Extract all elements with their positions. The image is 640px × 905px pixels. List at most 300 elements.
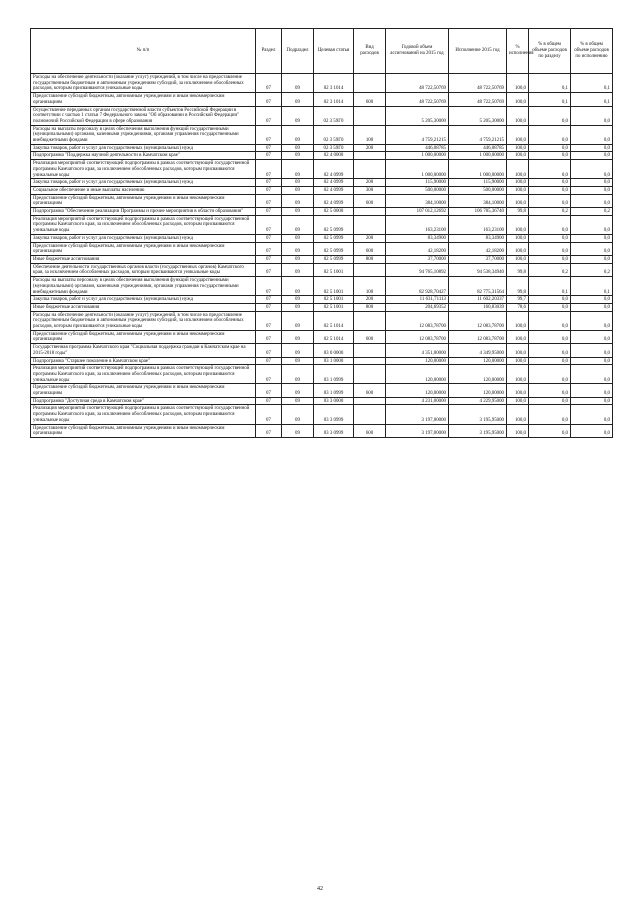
row-podrazdel: 09	[282, 397, 314, 405]
row-share-section: 0,0	[529, 397, 571, 405]
row-target-article: 02 5 1001	[314, 296, 354, 304]
row-execution: 4 349,95000	[449, 344, 507, 357]
row-execution: 446,08785	[449, 144, 507, 152]
row-annual-volume: 4 231,00000	[386, 397, 449, 405]
row-name: Предоставление субсидий бюджетным, автономным учреждениям и иным некоммерческим организациям	[31, 194, 256, 207]
row-expense-type	[354, 263, 386, 276]
row-execution: 11 602,20337	[449, 296, 507, 304]
row-razdel: 07	[256, 152, 282, 160]
row-name: Предоставление субсидий бюджетным, автономным учреждениям и иным некоммерческим организациям	[31, 384, 256, 397]
header-annual-volume: Годовой объем ассигнований на 2015 год	[386, 29, 449, 74]
row-razdel: 07	[256, 160, 282, 179]
row-razdel: 07	[256, 365, 282, 384]
row-execution: 12 083,78700	[449, 311, 507, 330]
row-target-article: 02 3 1014	[314, 93, 354, 106]
table-row	[31, 160, 613, 179]
row-target-article: 03 0 0000	[314, 344, 354, 357]
row-razdel: 07	[256, 384, 282, 397]
row-name: Реализация мероприятий соответствующей подпрограммы в рамках соответствующей государственной программы Камчатского края, за исключением обособленных расходов, которым присваиваются уникальные коды	[31, 365, 256, 384]
row-share-execution: 0,0	[571, 384, 613, 397]
table-row	[31, 208, 613, 216]
row-share-execution: 0,0	[571, 144, 613, 152]
row-percent: 100,0	[507, 234, 529, 242]
row-razdel: 07	[256, 125, 282, 144]
row-share-execution: 0,0	[571, 344, 613, 357]
table-row	[31, 194, 613, 207]
row-name: Расходы на обеспечение деятельности (оказание услуг) учреждений, в том числе на предоставление государственным бюджетным и автономным учреждениям субсидий, за исключением обособленных расходов, которым присваиваются уникальные коды	[31, 311, 256, 330]
row-name: Осуществление переданных органам государственной власти субъектов Российской Федерации в соответствии с частью 1 статьи 7 Федерального закона "Об образовании в Российской Федерации" полномочий Российской Федерации в сфере образования	[31, 106, 256, 125]
row-target-article: 02 3 1014	[314, 74, 354, 93]
row-share-execution: 0,0	[571, 296, 613, 304]
row-expense-type	[354, 152, 386, 160]
row-execution: 82 775,31564	[449, 277, 507, 296]
row-podrazdel: 09	[282, 405, 314, 424]
row-razdel: 07	[256, 215, 282, 234]
row-share-section: 0,0	[529, 179, 571, 187]
row-annual-volume: 446,08785	[386, 144, 449, 152]
table-row	[31, 424, 613, 437]
row-name: Подпрограмма "Поддержка научной деятельности в Камчатском крае"	[31, 152, 256, 160]
header-target-article: Целевая статья	[314, 29, 354, 74]
row-percent: 100,0	[507, 384, 529, 397]
row-annual-volume: 4 351,00000	[386, 344, 449, 357]
row-razdel: 07	[256, 405, 282, 424]
row-podrazdel: 09	[282, 194, 314, 207]
row-execution: 120,00000	[449, 357, 507, 365]
row-share-section: 0,0	[529, 344, 571, 357]
row-annual-volume: 4 759,21215	[386, 125, 449, 144]
row-execution: 384,10000	[449, 194, 507, 207]
row-podrazdel: 09	[282, 234, 314, 242]
row-podrazdel: 09	[282, 93, 314, 106]
row-share-section: 0,0	[529, 234, 571, 242]
row-podrazdel: 09	[282, 125, 314, 144]
table-row	[31, 255, 613, 263]
row-share-execution: 0,0	[571, 106, 613, 125]
row-razdel: 07	[256, 397, 282, 405]
row-share-execution: 0,0	[571, 330, 613, 343]
row-name: Иные бюджетные ассигнования	[31, 255, 256, 263]
table-row	[31, 234, 613, 242]
row-podrazdel: 09	[282, 208, 314, 216]
row-annual-volume: 1 000,00000	[386, 152, 449, 160]
row-share-section: 0,0	[529, 215, 571, 234]
row-share-execution: 0,0	[571, 357, 613, 365]
row-expense-type: 600	[354, 242, 386, 255]
row-execution: 160,83039	[449, 303, 507, 311]
row-share-section: 0,2	[529, 263, 571, 276]
table-row	[31, 179, 613, 187]
row-name: Закупка товаров, работ и услуг для государственных (муниципальных) нужд	[31, 144, 256, 152]
row-expense-type: 600	[354, 93, 386, 106]
row-razdel: 07	[256, 194, 282, 207]
row-razdel: 07	[256, 179, 282, 187]
table-row	[31, 303, 613, 311]
row-razdel: 07	[256, 303, 282, 311]
row-share-section: 0,0	[529, 106, 571, 125]
row-percent: 100,0	[507, 74, 529, 93]
row-target-article: 02 4 0000	[314, 152, 354, 160]
row-share-section: 0,0	[529, 242, 571, 255]
row-percent: 100,0	[507, 194, 529, 207]
row-podrazdel: 09	[282, 424, 314, 437]
row-target-article: 03 1 0000	[314, 357, 354, 365]
row-razdel: 07	[256, 144, 282, 152]
row-razdel: 07	[256, 106, 282, 125]
row-expense-type: 100	[354, 277, 386, 296]
row-share-execution: 0,0	[571, 179, 613, 187]
table-row	[31, 405, 613, 424]
row-share-execution: 0,2	[571, 208, 613, 216]
row-target-article: 02 5 1001	[314, 263, 354, 276]
row-podrazdel: 09	[282, 74, 314, 93]
table-row	[31, 93, 613, 106]
row-percent: 100,0	[507, 144, 529, 152]
row-expense-type: 600	[354, 384, 386, 397]
row-share-section: 0,0	[529, 357, 571, 365]
row-annual-volume: 204,69352	[386, 303, 449, 311]
row-annual-volume: 107 012,12692	[386, 208, 449, 216]
row-name: Обеспечение деятельности государственных органов власти (государственных органов) Камчатского края, за исключением обособленных расходов, которым присваиваются уникальные коды	[31, 263, 256, 276]
row-target-article: 02 5 0999	[314, 255, 354, 263]
header-percent-execution: % исполнения	[507, 29, 529, 74]
row-razdel: 07	[256, 255, 282, 263]
row-podrazdel: 09	[282, 263, 314, 276]
row-share-section: 0,0	[529, 311, 571, 330]
row-execution: 37,70000	[449, 255, 507, 263]
row-podrazdel: 09	[282, 179, 314, 187]
row-expense-type	[354, 365, 386, 384]
header-razdel: Раздел	[256, 29, 282, 74]
row-share-section: 0,0	[529, 384, 571, 397]
row-podrazdel: 09	[282, 296, 314, 304]
table-row	[31, 344, 613, 357]
header-expense-type: Вид расходов	[354, 29, 386, 74]
row-percent: 100,0	[507, 152, 529, 160]
table-row	[31, 311, 613, 330]
row-percent: 100,0	[507, 242, 529, 255]
row-percent: 100,0	[507, 215, 529, 234]
row-expense-type	[354, 397, 386, 405]
row-annual-volume: 12 083,78700	[386, 311, 449, 330]
row-podrazdel: 09	[282, 215, 314, 234]
row-execution: 120,00000	[449, 384, 507, 397]
table-row	[31, 277, 613, 296]
row-execution: 3 195,95000	[449, 405, 507, 424]
row-percent: 100,0	[507, 125, 529, 144]
row-name: Социальное обеспечение и иные выплаты населению	[31, 186, 256, 194]
row-name: Предоставление субсидий бюджетным, автономным учреждениям и иным некоммерческим организациям	[31, 242, 256, 255]
row-annual-volume: 94 765,10892	[386, 263, 449, 276]
row-execution: 163,23100	[449, 215, 507, 234]
row-target-article: 02 5 1014	[314, 311, 354, 330]
row-name: Расходы на выплаты персоналу в целях обеспечения выполнения функций государственными (муниципальными) органами, казенными учреждениями, органами управления государственными внебюджетными фондами	[31, 277, 256, 296]
row-podrazdel: 09	[282, 144, 314, 152]
row-share-section: 0,1	[529, 277, 571, 296]
row-target-article: 02 4 0999	[314, 179, 354, 187]
budget-table	[30, 28, 613, 438]
row-expense-type	[354, 74, 386, 93]
row-expense-type: 200	[354, 296, 386, 304]
row-execution: 83,34900	[449, 234, 507, 242]
row-execution: 42,18200	[449, 242, 507, 255]
row-execution: 4 759,21215	[449, 125, 507, 144]
document-page	[30, 28, 612, 438]
table-row	[31, 215, 613, 234]
row-annual-volume: 12 083,78700	[386, 330, 449, 343]
row-percent: 99,7	[507, 296, 529, 304]
row-target-article: 03 1 0999	[314, 384, 354, 397]
row-podrazdel: 09	[282, 365, 314, 384]
page-number: 42	[317, 886, 323, 892]
row-percent: 78,6	[507, 303, 529, 311]
row-podrazdel: 09	[282, 344, 314, 357]
row-share-section: 0,0	[529, 194, 571, 207]
row-share-execution: 0,0	[571, 397, 613, 405]
row-target-article: 02 3 59Г0	[314, 144, 354, 152]
row-share-section: 0,0	[529, 144, 571, 152]
row-podrazdel: 09	[282, 303, 314, 311]
row-name: Закупка товаров, работ и услуг для государственных (муниципальных) нужд	[31, 179, 256, 187]
row-expense-type	[354, 311, 386, 330]
row-podrazdel: 09	[282, 357, 314, 365]
row-share-section: 0,0	[529, 296, 571, 304]
row-expense-type: 200	[354, 234, 386, 242]
row-target-article: 02 5 0999	[314, 234, 354, 242]
row-percent: 100,0	[507, 311, 529, 330]
row-target-article: 02 5 1001	[314, 277, 354, 296]
table-header-row	[31, 29, 613, 74]
row-name: Закупка товаров, работ и услуг для государственных (муниципальных) нужд	[31, 296, 256, 304]
row-share-execution: 0,0	[571, 152, 613, 160]
row-annual-volume: 120,00000	[386, 384, 449, 397]
row-percent: 100,0	[507, 160, 529, 179]
row-annual-volume: 115,90000	[386, 179, 449, 187]
row-target-article: 02 5 0999	[314, 215, 354, 234]
row-podrazdel: 09	[282, 242, 314, 255]
header-share-section: % в общем объеме расходов по разделу	[529, 29, 571, 74]
row-execution: 5 205,30000	[449, 106, 507, 125]
row-share-execution: 0,0	[571, 424, 613, 437]
row-annual-volume: 384,10000	[386, 194, 449, 207]
row-target-article: 03 3 0000	[314, 397, 354, 405]
row-target-article: 03 1 0999	[314, 365, 354, 384]
row-percent: 100,0	[507, 330, 529, 343]
table-row	[31, 263, 613, 276]
row-annual-volume: 120,00000	[386, 357, 449, 365]
row-expense-type	[354, 357, 386, 365]
row-name: Подпрограмма "Обеспечение реализации Программы и прочие мероприятия в области образования"	[31, 208, 256, 216]
row-share-execution: 0,1	[571, 277, 613, 296]
row-podrazdel: 09	[282, 186, 314, 194]
row-percent: 99,8	[507, 263, 529, 276]
row-name: Предоставление субсидий бюджетным, автономным учреждениям и иным некоммерческим организациям	[31, 330, 256, 343]
row-target-article: 02 5 1014	[314, 330, 354, 343]
row-percent: 100,0	[507, 365, 529, 384]
table-row	[31, 144, 613, 152]
table-row	[31, 357, 613, 365]
row-percent: 100,0	[507, 186, 529, 194]
row-razdel: 07	[256, 311, 282, 330]
row-share-section: 0,0	[529, 186, 571, 194]
row-share-section: 0,0	[529, 160, 571, 179]
row-name: Реализация мероприятий соответствующей подпрограммы в рамках соответствующей государственной программы Камчатского края, за исключением обособленных расходов, которым присваиваются уникальные коды	[31, 160, 256, 179]
row-annual-volume: 82 928,70427	[386, 277, 449, 296]
row-share-section: 0,0	[529, 125, 571, 144]
row-annual-volume: 83,34900	[386, 234, 449, 242]
row-annual-volume: 48 722,50769	[386, 93, 449, 106]
row-annual-volume: 3 197,00000	[386, 424, 449, 437]
row-razdel: 07	[256, 74, 282, 93]
row-razdel: 07	[256, 424, 282, 437]
row-name: Расходы на выплаты персоналу в целях обеспечения выполнения функций государственными (муниципальными) органами, казенными учреждениями, органами управления государственными внебюджетными фондами	[31, 125, 256, 144]
row-razdel: 07	[256, 93, 282, 106]
row-percent: 99,8	[507, 277, 529, 296]
table-row	[31, 296, 613, 304]
row-execution: 120,00000	[449, 365, 507, 384]
row-share-section: 0,0	[529, 365, 571, 384]
row-target-article: 02 3 59Г0	[314, 106, 354, 125]
table-row	[31, 242, 613, 255]
row-expense-type: 300	[354, 186, 386, 194]
row-name: Предоставление субсидий бюджетным, автономным учреждениям и иным некоммерческим организациям	[31, 424, 256, 437]
row-expense-type	[354, 215, 386, 234]
row-name: Государственная программа Камчатского края "Социальная поддержка граждан в Камчатском крае на 2015-2018 годы"	[31, 344, 256, 357]
row-share-section: 0,0	[529, 424, 571, 437]
table-row	[31, 384, 613, 397]
row-expense-type: 200	[354, 144, 386, 152]
row-share-execution: 0,0	[571, 194, 613, 207]
row-execution: 1 000,00000	[449, 152, 507, 160]
row-share-section: 0,1	[529, 74, 571, 93]
row-podrazdel: 09	[282, 160, 314, 179]
row-name: Закупка товаров, работ и услуг для государственных (муниципальных) нужд	[31, 234, 256, 242]
table-row	[31, 330, 613, 343]
row-percent: 99,8	[507, 208, 529, 216]
row-share-section: 0,0	[529, 303, 571, 311]
row-share-execution: 0,0	[571, 255, 613, 263]
row-annual-volume: 48 722,50769	[386, 74, 449, 93]
row-share-execution: 0,0	[571, 405, 613, 424]
row-expense-type	[354, 405, 386, 424]
row-share-execution: 0,0	[571, 160, 613, 179]
row-razdel: 07	[256, 208, 282, 216]
row-share-section: 0,0	[529, 255, 571, 263]
row-share-execution: 0,0	[571, 365, 613, 384]
row-podrazdel: 09	[282, 277, 314, 296]
row-target-article: 03 3 0999	[314, 424, 354, 437]
row-target-article: 02 4 0999	[314, 186, 354, 194]
row-razdel: 07	[256, 186, 282, 194]
row-share-execution: 0,0	[571, 215, 613, 234]
row-razdel: 07	[256, 357, 282, 365]
row-execution: 3 195,95000	[449, 424, 507, 437]
row-execution: 4 229,95000	[449, 397, 507, 405]
row-name: Предоставление субсидий бюджетным, автономным учреждениям и иным некоммерческим организациям	[31, 93, 256, 106]
row-expense-type	[354, 160, 386, 179]
row-target-article: 02 5 1001	[314, 303, 354, 311]
row-annual-volume: 120,00000	[386, 365, 449, 384]
row-share-execution: 0,1	[571, 93, 613, 106]
row-percent: 100,0	[507, 106, 529, 125]
row-target-article: 03 3 0999	[314, 405, 354, 424]
row-annual-volume: 500,00000	[386, 186, 449, 194]
row-annual-volume: 42,18200	[386, 242, 449, 255]
row-expense-type	[354, 208, 386, 216]
row-share-section: 0,0	[529, 152, 571, 160]
row-target-article: 02 4 0999	[314, 160, 354, 179]
row-execution: 500,00000	[449, 186, 507, 194]
row-annual-volume: 163,23100	[386, 215, 449, 234]
row-percent: 100,0	[507, 397, 529, 405]
row-execution: 115,90000	[449, 179, 507, 187]
row-expense-type: 100	[354, 125, 386, 144]
row-podrazdel: 09	[282, 330, 314, 343]
row-share-section: 0,1	[529, 93, 571, 106]
row-percent: 100,0	[507, 344, 529, 357]
row-target-article: 02 3 59Г0	[314, 125, 354, 144]
row-name: Расходы на обеспечение деятельности (оказание услуг) учреждений, в том числе на предоставление государственным бюджетным и автономным учреждениям субсидий, за исключением обособленных расходов, которым присваиваются уникальные коды	[31, 74, 256, 93]
row-expense-type: 600	[354, 424, 386, 437]
table-row	[31, 106, 613, 125]
row-name: Иные бюджетные ассигнования	[31, 303, 256, 311]
row-share-section: 0,0	[529, 405, 571, 424]
table-row	[31, 186, 613, 194]
row-percent: 100,0	[507, 424, 529, 437]
row-podrazdel: 09	[282, 311, 314, 330]
row-expense-type: 600	[354, 330, 386, 343]
row-expense-type: 800	[354, 255, 386, 263]
header-execution: Исполнение 2015 год	[449, 29, 507, 74]
row-podrazdel: 09	[282, 152, 314, 160]
row-razdel: 07	[256, 277, 282, 296]
row-annual-volume: 37,70000	[386, 255, 449, 263]
row-podrazdel: 09	[282, 255, 314, 263]
row-annual-volume: 5 205,30000	[386, 106, 449, 125]
header-podrazdel: Подраздел	[282, 29, 314, 74]
row-razdel: 07	[256, 330, 282, 343]
row-percent: 100,0	[507, 405, 529, 424]
row-razdel: 07	[256, 263, 282, 276]
row-share-execution: 0,0	[571, 311, 613, 330]
row-share-execution: 0,0	[571, 303, 613, 311]
table-row	[31, 397, 613, 405]
table-row	[31, 152, 613, 160]
row-expense-type	[354, 344, 386, 357]
row-execution: 48 722,50769	[449, 93, 507, 106]
row-execution: 12 083,78700	[449, 330, 507, 343]
row-razdel: 07	[256, 242, 282, 255]
row-target-article: 02 4 0999	[314, 194, 354, 207]
table-row	[31, 125, 613, 144]
row-name: Реализация мероприятий соответствующей подпрограммы в рамках соответствующей государственной программы Камчатского края, за исключением обособленных расходов, которым присваиваются уникальные коды	[31, 405, 256, 424]
row-expense-type: 600	[354, 194, 386, 207]
row-execution: 106 785,36740	[449, 208, 507, 216]
table-row	[31, 74, 613, 93]
table-row	[31, 365, 613, 384]
row-share-execution: 0,1	[571, 74, 613, 93]
row-razdel: 07	[256, 234, 282, 242]
header-share-execution: % в общем объеме расходов по исполнению	[571, 29, 613, 74]
row-name: Реализация мероприятий соответствующей подпрограммы в рамках соответствующей государственной программы Камчатского края, за исключением обособленных расходов, которым присваиваются уникальные коды	[31, 215, 256, 234]
row-execution: 1 000,00000	[449, 160, 507, 179]
row-expense-type	[354, 106, 386, 125]
row-percent: 100,0	[507, 357, 529, 365]
row-execution: 48 722,50769	[449, 74, 507, 93]
row-podrazdel: 09	[282, 384, 314, 397]
row-target-article: 02 5 0000	[314, 208, 354, 216]
row-razdel: 07	[256, 344, 282, 357]
